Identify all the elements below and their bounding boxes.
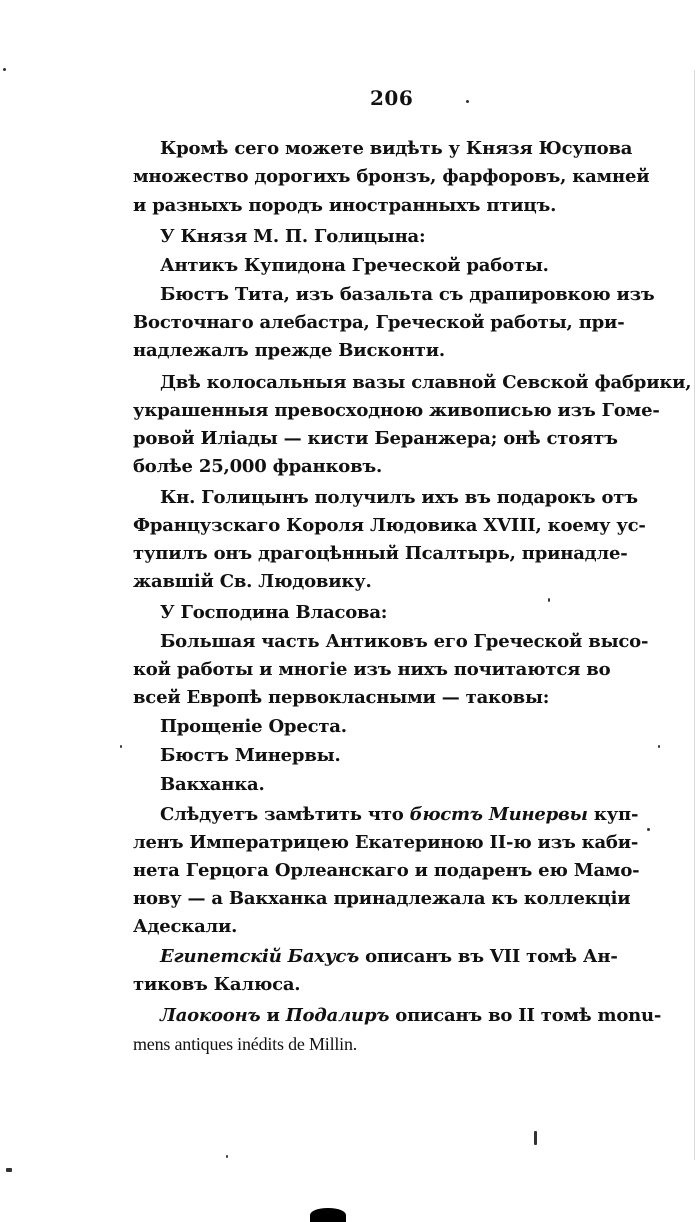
text-segment: и bbox=[260, 1005, 286, 1026]
text-line: Восточнаго алебастра, Греческой работы, при- bbox=[133, 312, 625, 333]
ink-speck bbox=[534, 1131, 537, 1145]
french-title: mens antiques inédits de Millin. bbox=[133, 1034, 358, 1054]
italic-title: Лаокоонъ bbox=[160, 1005, 261, 1026]
italic-title: Подалиръ bbox=[285, 1005, 390, 1026]
text-line bbox=[133, 1033, 357, 1056]
text-line: Двѣ колосальныя вазы славной Севской фабрики, bbox=[160, 372, 692, 393]
ink-blot bbox=[310, 1208, 346, 1222]
text-line: тиковъ Калюса. bbox=[133, 974, 301, 995]
text-line: Французскаго Короля Людовика XVIII, коему ус- bbox=[133, 515, 646, 536]
text-line: кой работы и многіе изъ нихъ почитаются во bbox=[133, 659, 611, 680]
ink-speck bbox=[548, 598, 550, 602]
ink-speck bbox=[647, 828, 650, 831]
text-line: Кромѣ сего можете видѣть у Князя Юсупова bbox=[160, 138, 633, 159]
text-line: Вакханка. bbox=[160, 774, 265, 795]
text-line: ленъ Императрицею Екатериною II-ю изъ каби- bbox=[133, 832, 639, 853]
text-line: нову — а Вакханка принадлежала къ коллекціи bbox=[133, 888, 631, 909]
text-line: болѣе 25,000 франковъ. bbox=[133, 456, 383, 477]
text-line: Большая часть Антиковъ его Греческой высо- bbox=[160, 631, 649, 652]
text-line: Бюстъ Минервы. bbox=[160, 745, 341, 766]
ink-speck bbox=[3, 68, 6, 71]
text-line: множество дорогихъ бронзъ, фарфоровъ, камней bbox=[133, 166, 650, 187]
text-line: ровой Иліады — кисти Беранжера; онѣ стоятъ bbox=[133, 428, 618, 449]
text-line: тупилъ онъ драгоцѣнный Псалтырь, принадле- bbox=[133, 543, 628, 564]
ink-speck bbox=[226, 1155, 228, 1158]
text-line bbox=[160, 1005, 661, 1027]
page-number: 206 bbox=[370, 86, 414, 110]
italic-title: Египетскій Бахусъ bbox=[160, 946, 360, 967]
text-line: Кн. Голицынъ получилъ ихъ въ подарокъ отъ bbox=[160, 487, 638, 508]
text-line: Адескали. bbox=[133, 916, 238, 937]
text-line: Антикъ Купидона Греческой работы. bbox=[160, 255, 549, 276]
ink-speck bbox=[658, 745, 660, 748]
text-line: всей Европѣ первокласными — таковы: bbox=[133, 687, 550, 708]
text-line: надлежалъ прежде Висконти. bbox=[133, 340, 445, 361]
text-line bbox=[160, 946, 618, 968]
text-line: жавшій Св. Людовику. bbox=[133, 571, 372, 592]
text-segment: описанъ въ VII томѣ Ан- bbox=[359, 946, 618, 967]
text-line: нета Герцога Орлеанскаго и подаренъ ею Мамо- bbox=[133, 860, 640, 881]
ink-speck bbox=[120, 745, 122, 748]
ink-speck bbox=[466, 100, 469, 103]
text-line bbox=[160, 804, 638, 826]
italic-title: бюстъ Минервы bbox=[409, 804, 588, 825]
text-line: Бюстъ Тита, изъ базальта съ драпировкою изъ bbox=[160, 284, 655, 305]
text-line: У Князя М. П. Голицына: bbox=[160, 226, 426, 247]
text-line: украшенныя превосходною живописью изъ Гоме- bbox=[133, 400, 660, 421]
text-line: Прощеніе Ореста. bbox=[160, 716, 347, 737]
page-edge bbox=[694, 70, 695, 1160]
ink-speck bbox=[6, 1168, 12, 1172]
text-segment: описанъ во II томѣ monu- bbox=[389, 1005, 662, 1026]
text-segment: куп- bbox=[587, 804, 639, 825]
text-segment: Слѣдуетъ замѣтить что bbox=[160, 804, 410, 825]
text-line: У Господина Власова: bbox=[160, 602, 388, 623]
text-line: и разныхъ породъ иностранныхъ птицъ. bbox=[133, 195, 557, 216]
